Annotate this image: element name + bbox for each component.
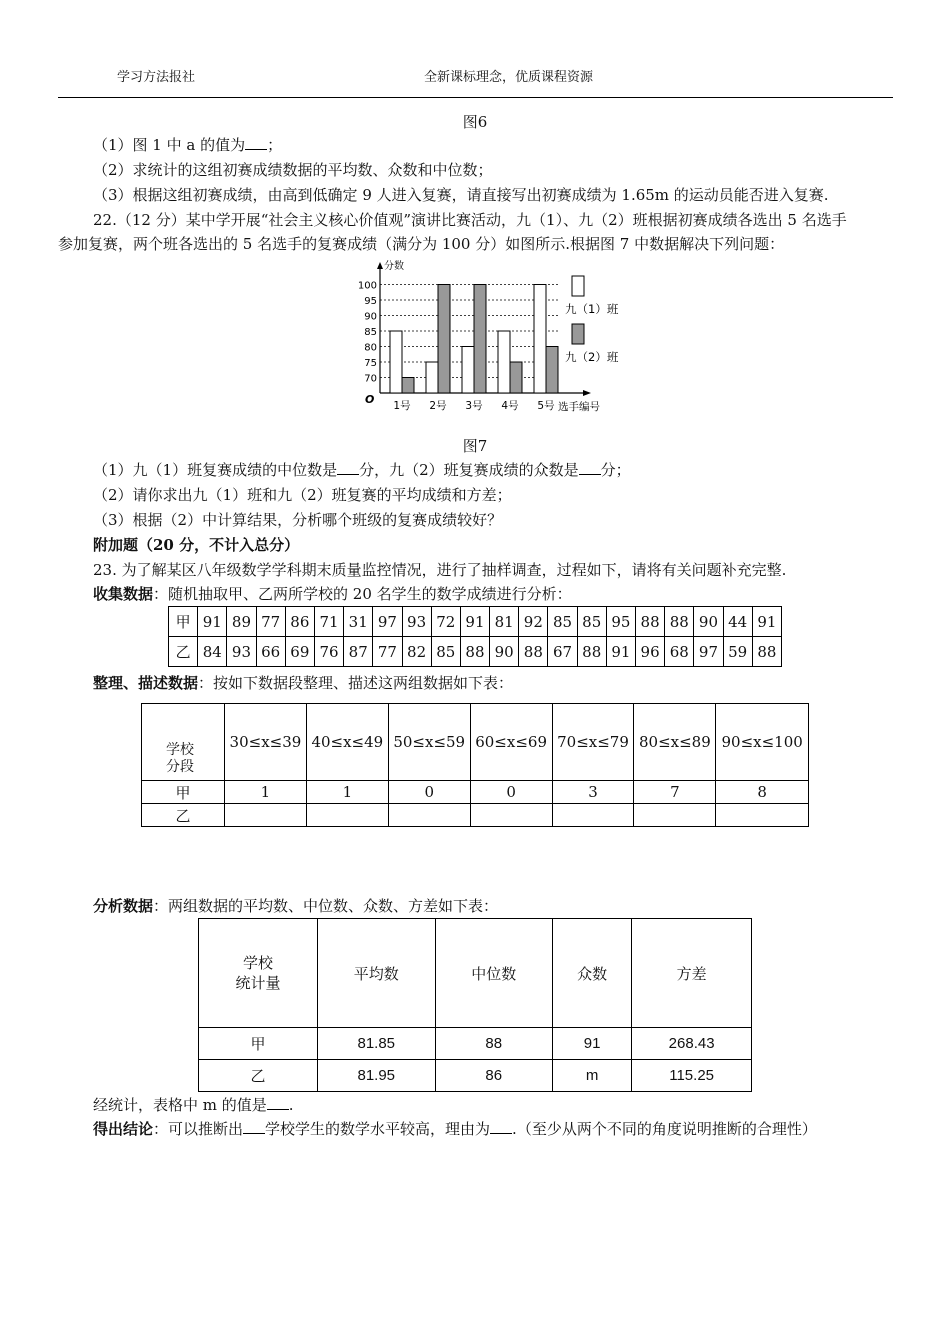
table-cell: 77 [256,607,285,637]
column-header: 80≤x≤89 [634,704,716,781]
table-cell: 88 [519,637,548,667]
answer-blank [267,1095,289,1110]
q22-part1-a: （1）九（1）班复赛成绩的中位数是 [93,461,338,479]
table-cell: 71 [314,607,343,637]
table-cell: m [553,1060,632,1092]
table-cell [388,804,470,827]
q22-line1: 22.（12 分）某中学开展“社会主义核心价值观”演讲比赛活动，九（1）、九（2）班根据初赛成绩各选出 5 名选手 [93,211,847,229]
table-cell: 67 [548,637,577,667]
table-cell [552,804,634,827]
table-cell: 85 [577,607,606,637]
table-cell: 90 [490,637,519,667]
table-cell: 44 [723,607,752,637]
x-axis-label: 选手编号 [558,401,600,413]
q21-part3: （3）根据这组初赛成绩，由高到低确定 9 人进入复赛，请直接写出初赛成绩为 1.65m 的运动员能否进入复赛. [93,186,829,204]
row-label-cell: 乙 [169,637,198,667]
table-cell: 89 [227,607,256,637]
column-header: 90≤x≤100 [716,704,809,781]
table-cell: 90 [694,607,723,637]
bar-1-5 [534,285,546,394]
conclusion-line [93,1119,817,1139]
table-cell: 88 [435,1028,553,1060]
conclusion-b: 学校学生的数学水平较高，理由为 [265,1120,491,1138]
bar-2-5 [546,347,558,394]
column-header: 方差 [632,919,752,1028]
table-cell: 91 [606,637,635,667]
legend-label: 九（2）班 [565,350,619,364]
legend-swatch [572,324,584,344]
table-cell [225,804,307,827]
y-tick-label: 75 [364,358,377,369]
table-cell: 91 [460,607,489,637]
statistics-table [198,918,752,1092]
x-tick-label: 5号 [537,400,555,412]
m-text-a: 经统计，表格中 m 的值是 [93,1096,267,1114]
answer-blank [490,1119,512,1134]
bar-1-4 [498,331,510,393]
table-row [142,781,809,804]
table-cell: 97 [694,637,723,667]
column-header: 30≤x≤39 [225,704,307,781]
conclusion-label: 得出结论 [93,1120,154,1138]
bar-2-3 [474,285,486,394]
conclusion-a: ：可以推断出 [153,1120,244,1138]
column-header: 众数 [553,919,632,1028]
table-cell: 115.25 [632,1060,752,1092]
table-row [169,637,782,667]
q21-part2: （2）求统计的这组初赛成绩数据的平均数、众数和中位数； [93,161,493,179]
y-axis-arrow-icon [377,262,383,269]
answer-blank [243,1119,265,1134]
column-header: 50≤x≤59 [388,704,470,781]
sort-text: ：按如下数据段整理、描述这两组数据如下表： [198,674,514,692]
table-cell: 92 [519,607,548,637]
corner-cell [199,919,318,1028]
table-cell: 0 [388,781,470,804]
table-row [199,1028,752,1060]
table-cell: 81 [490,607,519,637]
table-cell: 87 [344,637,373,667]
table-cell: 84 [198,637,227,667]
fig7-bar-chart [355,256,645,416]
row-label-cell: 甲 [169,607,198,637]
m-text-b: . [288,1096,294,1114]
table-cell: 8 [716,781,809,804]
table-row [142,804,809,827]
column-header: 平均数 [318,919,436,1028]
table-cell: 97 [373,607,402,637]
bar-2-4 [510,362,522,393]
y-tick-label: 95 [364,296,377,307]
bar-1-2 [426,362,438,393]
header-center: 全新课标理念，优质课程资源 [424,70,594,85]
q21-part1-text: （1）图 1 中 a 的值为 [93,136,246,154]
table-cell: 69 [285,637,314,667]
table-cell: 93 [402,607,431,637]
table-cell: 59 [723,637,752,667]
q22-part1-b: 分，九（2）班复赛成绩的众数是 [359,461,579,479]
y-tick-label: 90 [364,311,377,323]
table-cell: 88 [752,637,781,667]
table-cell: 86 [435,1060,553,1092]
raw-data-table [168,606,782,667]
table-cell: 77 [373,637,402,667]
column-header: 中位数 [435,919,553,1028]
m-value-line [93,1095,294,1115]
row-label-cell: 乙 [142,804,225,827]
table-cell: 7 [634,781,716,804]
q22-line2: 参加复赛，两个班各选出的 5 名选手的复赛成绩（满分为 100 分）如图所示.根据图 7 中数据解决下列问题： [58,235,785,253]
sort-data-line [93,673,513,693]
table-cell: 1 [225,781,307,804]
table-cell: 88 [577,637,606,667]
column-header: 70≤x≤79 [552,704,634,781]
corner-top: 学校 [242,954,273,972]
answer-blank [579,460,601,475]
legend-swatch [572,276,584,296]
bar-1-3 [462,347,474,394]
table-cell [306,804,388,827]
table-cell: 86 [285,607,314,637]
table-cell: 95 [606,607,635,637]
table-cell: 85 [548,607,577,637]
column-header: 60≤x≤69 [470,704,552,781]
legend-label: 九（1）班 [565,302,619,316]
table-cell: 1 [306,781,388,804]
origin-label: O [365,393,375,406]
table-cell: 268.43 [632,1028,752,1060]
y-tick-label: 85 [364,327,377,338]
x-tick-label: 2号 [429,400,447,412]
bar-1-1 [390,331,402,393]
conclusion-c: .（至少从两个不同的角度说明推断的合理性） [512,1120,817,1138]
table-cell: 88 [665,607,694,637]
table-cell [716,804,809,827]
corner-bottom: 统计量 [235,974,281,992]
row-label-cell: 甲 [199,1028,318,1060]
table-cell: 31 [344,607,373,637]
fig7-caption: 图7 [462,437,488,455]
bar-2-1 [402,378,414,394]
y-tick-label: 80 [364,342,377,354]
q22-part1-c: 分； [600,461,631,479]
answer-blank [337,460,359,475]
table-cell: 91 [198,607,227,637]
collect-data-line [93,584,572,604]
analyze-text: ：两组数据的平均数、中位数、众数、方差如下表： [153,897,499,915]
table-cell: 91 [752,607,781,637]
table-cell: 0 [470,781,552,804]
q22-part1 [93,460,631,480]
table-cell [634,804,716,827]
answer-blank [245,135,267,150]
table-cell: 66 [256,637,285,667]
corner-top: 学校 [166,742,194,758]
table-cell: 68 [665,637,694,667]
x-tick-label: 1号 [393,400,411,412]
column-header: 40≤x≤49 [306,704,388,781]
table-cell: 93 [227,637,256,667]
x-axis-arrow-icon [583,390,591,396]
fig6-caption: 图6 [462,113,488,131]
sort-label: 整理、描述数据 [93,674,199,692]
frequency-table [141,703,809,827]
analyze-data-line [93,896,498,916]
table-cell: 91 [553,1028,632,1060]
table-cell: 76 [314,637,343,667]
table-cell: 81.95 [318,1060,436,1092]
table-cell: 81.85 [318,1028,436,1060]
corner-bottom: 分段 [166,759,194,775]
table-cell [470,804,552,827]
y-tick-label: 70 [364,373,377,385]
header-left: 学习方法报社 [117,70,196,85]
table-cell: 72 [431,607,460,637]
table-cell: 88 [460,637,489,667]
table-cell: 3 [552,781,634,804]
corner-cell [142,704,225,781]
q22-part3: （3）根据（2）中计算结果，分析哪个班级的复赛成绩较好？ [93,511,503,529]
collect-label: 收集数据 [93,585,154,603]
row-label-cell: 乙 [199,1060,318,1092]
y-axis-label: 分数 [384,261,404,272]
bonus-title: 附加题（20 分，不计入总分） [93,536,300,554]
collect-text: ：随机抽取甲、乙两所学校的 20 名学生的数学成绩进行分析： [153,585,572,603]
table-cell: 96 [636,637,665,667]
analyze-label: 分析数据 [93,897,154,915]
q21-part1 [93,135,282,155]
table-cell: 82 [402,637,431,667]
q23-intro: 23. 为了解某区八年级数学学科期末质量监控情况，进行了抽样调查，过程如下，请将有关问题补充完整. [93,561,787,579]
y-tick-label: 100 [357,280,377,292]
header-rule [58,97,893,98]
x-tick-label: 3号 [465,400,483,412]
table-cell: 85 [431,637,460,667]
q21-part1-tail: ； [267,136,283,154]
table-row [169,607,782,637]
row-label-cell: 甲 [142,781,225,804]
table-row [199,1060,752,1092]
q22-part2: （2）请你求出九（1）班和九（2）班复赛的平均成绩和方差； [93,486,512,504]
x-tick-label: 4号 [501,400,519,412]
bar-2-2 [438,285,450,394]
table-cell: 88 [636,607,665,637]
